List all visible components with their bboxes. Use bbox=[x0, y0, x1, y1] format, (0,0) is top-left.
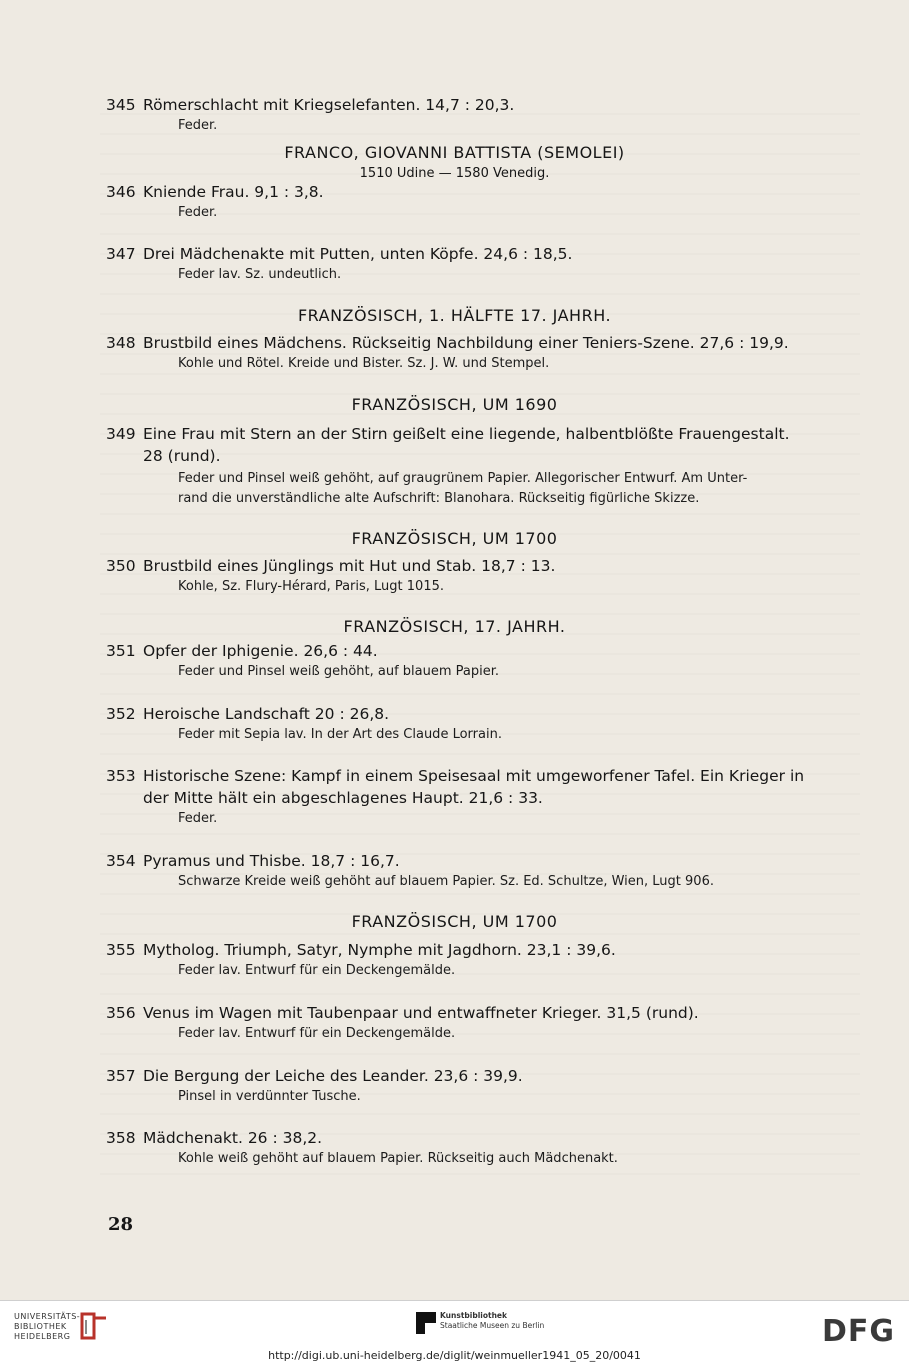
catalog-entry bbox=[106, 94, 857, 136]
entry-title: Kniende Frau. 9,1 : 3,8. bbox=[143, 183, 324, 201]
entry-note: Feder und Pinsel weiß gehöht, auf blauem Papier. bbox=[178, 664, 500, 679]
entry-note: Feder lav. Entwurf für ein Deckengemälde. bbox=[178, 1026, 456, 1041]
entry-number: 357 bbox=[106, 1067, 136, 1085]
catalog-entry bbox=[106, 181, 857, 223]
entry-title: Historische Szene: Kampf in einem Speisesaal mit umgeworfener Tafel. Ein Krieger in bbox=[143, 767, 805, 785]
entry-number: 356 bbox=[106, 1004, 136, 1022]
catalog-entry bbox=[106, 332, 857, 374]
entry-title-continued: der Mitte hält ein abgeschlagenes Haupt. 21,6 : 33. bbox=[143, 789, 543, 807]
entry-title: Mädchenakt. 26 : 38,2. bbox=[143, 1129, 323, 1147]
section-heading: FRANZÖSISCH, UM 1690 bbox=[351, 395, 558, 414]
entry-note: Feder mit Sepia lav. In der Art des Claude Lorrain. bbox=[178, 727, 502, 742]
entry-title: Venus im Wagen mit Taubenpaar und entwaffneter Krieger. 31,5 (rund). bbox=[143, 1004, 699, 1022]
page-url[interactable]: http://digi.ub.uni-heidelberg.de/diglit/weinmueller1941_05_20/0041 bbox=[268, 1349, 641, 1362]
entry-number: 358 bbox=[106, 1129, 136, 1147]
catalog-entry bbox=[106, 765, 857, 829]
entry-number: 350 bbox=[106, 557, 136, 575]
university-library-label[interactable] bbox=[14, 1312, 80, 1342]
entry-title: Brustbild eines Mädchens. Rückseitig Nachbildung einer Teniers-Szene. 27,6 : 19,9. bbox=[143, 334, 789, 352]
section-heading: FRANZÖSISCH, 17. JAHRH. bbox=[343, 617, 566, 636]
entry-title: Opfer der Iphigenie. 26,6 : 44. bbox=[143, 642, 378, 660]
entry-number: 345 bbox=[106, 96, 136, 114]
entry-number: 351 bbox=[106, 642, 136, 660]
entry-note: Feder. bbox=[178, 205, 218, 220]
entry-title: Drei Mädchenakte mit Putten, unten Köpfe. 24,6 : 18,5. bbox=[143, 245, 573, 263]
entry-title: Brustbild eines Jünglings mit Hut und Stab. 18,7 : 13. bbox=[143, 557, 556, 575]
entry-note: Feder lav. Sz. undeutlich. bbox=[178, 267, 342, 282]
catalog-entry bbox=[106, 423, 857, 509]
entry-note: Kohle weiß gehöht auf blauem Papier. Rückseitig auch Mädchenakt. bbox=[178, 1151, 618, 1166]
kb-title: Kunstbibliothek bbox=[440, 1311, 508, 1320]
entry-note: Kohle und Rötel. Kreide und Bister. Sz. J. W. und Stempel. bbox=[178, 356, 550, 371]
entry-title: Heroische Landschaft 20 : 26,8. bbox=[143, 705, 390, 723]
entry-number: 354 bbox=[106, 852, 136, 870]
entry-title: Römerschlacht mit Kriegselefanten. 14,7 : 20,3. bbox=[143, 96, 515, 114]
catalog-entry bbox=[106, 1002, 857, 1044]
entry-note: Pinsel in verdünnter Tusche. bbox=[178, 1089, 361, 1104]
entry-number: 346 bbox=[106, 183, 136, 201]
entry-number: 353 bbox=[106, 767, 136, 785]
entry-number: 349 bbox=[106, 425, 136, 443]
catalog-entry bbox=[106, 243, 857, 285]
catalog-entry bbox=[106, 1065, 857, 1107]
university-line: BIBLIOTHEK bbox=[14, 1322, 67, 1331]
section-heading: FRANZÖSISCH, UM 1700 bbox=[351, 529, 558, 548]
section-subtitle: 1510 Udine — 1580 Venedig. bbox=[359, 166, 550, 181]
entry-title: Mytholog. Triumph, Satyr, Nymphe mit Jagdhorn. 23,1 : 39,6. bbox=[143, 941, 616, 959]
kunstbibliothek-logo-icon[interactable] bbox=[415, 1311, 437, 1335]
catalog-entry bbox=[106, 703, 857, 745]
entry-title: Die Bergung der Leiche des Leander. 23,6 : 39,9. bbox=[143, 1067, 523, 1085]
catalog-entry bbox=[106, 850, 857, 892]
catalog-entry bbox=[106, 640, 857, 682]
kunstbibliothek-label[interactable] bbox=[440, 1311, 544, 1331]
page-number: 28 bbox=[108, 1214, 134, 1235]
catalog-entry bbox=[106, 1127, 857, 1169]
university-logo-icon[interactable] bbox=[78, 1310, 112, 1342]
catalog-entry bbox=[106, 939, 857, 981]
entry-title: Pyramus und Thisbe. 18,7 : 16,7. bbox=[143, 852, 400, 870]
section-heading: FRANZÖSISCH, 1. HÄLFTE 17. JAHRH. bbox=[297, 306, 612, 325]
catalog-entry bbox=[106, 555, 857, 597]
entry-number: 355 bbox=[106, 941, 136, 959]
entry-note: Feder lav. Entwurf für ein Deckengemälde. bbox=[178, 963, 456, 978]
dfg-logo[interactable]: DFG bbox=[821, 1314, 895, 1349]
entry-note: rand die unverständliche alte Aufschrift: Blanohara. Rückseitig figürliche Skizze. bbox=[178, 491, 700, 506]
entry-number: 352 bbox=[106, 705, 136, 723]
kb-subtitle: Staatliche Museen zu Berlin bbox=[440, 1321, 545, 1330]
entry-note: Kohle, Sz. Flury-Hérard, Paris, Lugt 1015. bbox=[178, 579, 444, 594]
entry-note: Schwarze Kreide weiß gehöht auf blauem Papier. Sz. Ed. Schultze, Wien, Lugt 906. bbox=[178, 874, 714, 889]
entry-note: Feder. bbox=[178, 811, 218, 826]
university-line: HEIDELBERG bbox=[14, 1332, 71, 1341]
entry-note: Feder und Pinsel weiß gehöht, auf graugrünem Papier. Allegorischer Entwurf. Am Unter- bbox=[178, 471, 748, 486]
entry-note: Feder. bbox=[178, 118, 218, 133]
university-line: UNIVERSITÄTS- bbox=[14, 1312, 81, 1321]
entry-title-continued: 28 (rund). bbox=[143, 447, 221, 465]
footer-divider bbox=[0, 1300, 909, 1301]
entry-number: 347 bbox=[106, 245, 136, 263]
section-heading: FRANZÖSISCH, UM 1700 bbox=[351, 912, 558, 931]
section-heading: FRANCO, GIOVANNI BATTISTA (SEMOLEI) bbox=[284, 143, 625, 162]
entry-number: 348 bbox=[106, 334, 136, 352]
entry-title: Eine Frau mit Stern an der Stirn geißelt eine liegende, halbentblößte Frauengestalt. bbox=[143, 425, 790, 443]
